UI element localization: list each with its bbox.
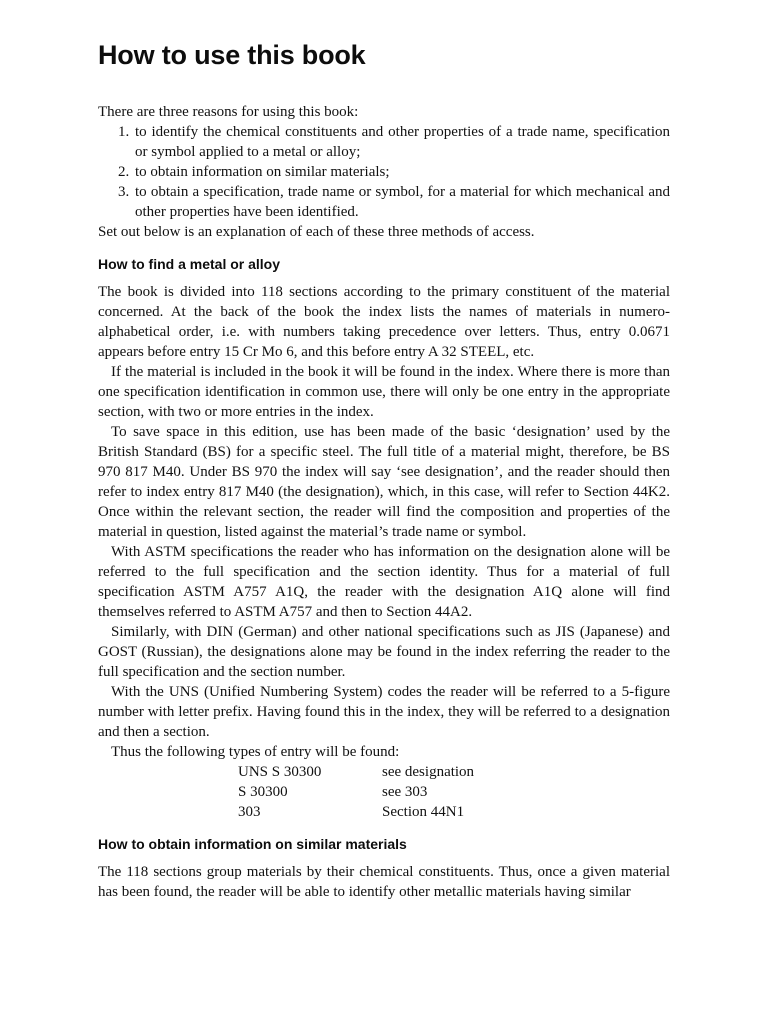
paragraph: With the UNS (Unified Numbering System) codes the reader will be referred to a 5-figure number with letter prefix. Having found this in the index, they will be referred to a designation and then a section. (98, 684, 670, 740)
reason-item: 2. to obtain information on similar materials; (133, 162, 670, 182)
reason-item: 3. to obtain a specification, trade name or symbol, for a material for which mechanical and other properties have been identified. (133, 182, 670, 222)
table-row (238, 802, 474, 822)
paragraph: The book is divided into 118 sections according to the primary constituent of the material concerned. At the back of the book the index lists the names of materials in numero-alphabetical order, i.e. with numbers taking precedence over letters. Thus, entry 0.0671 appears before entry 15 Cr Mo 6, and this before entry A 32 STEEL, etc. (98, 284, 670, 360)
entry-code: 303 (238, 804, 261, 820)
entry-code: UNS S 30300 (238, 764, 322, 780)
paragraph: To save space in this edition, use has been made of the basic ‘designation’ used by the British Standard (BS) for a specific steel. The full title of a material might, therefore, be BS 970 817 M40. Under BS 970 the index will say ‘see designation’, and the reader should then refer to index entry 817 M40 (the designation), which, in this case, will refer to Section 44K2. Once within the relevant section, the reader will find the composition and properties of the material in question, listed against the material’s trade name or symbol. (98, 424, 670, 540)
page-title: How to use this book (98, 40, 366, 70)
entry-target: see designation (382, 764, 475, 780)
paragraph: If the material is included in the book it will be found in the index. Where there is more than one specification identification in common use, there will only be one entry in the appropriate section, with two or more entries in the index. (98, 364, 670, 420)
entry-code: S 30300 (238, 784, 288, 800)
section-heading-similar-materials: How to obtain information on similar materials (98, 836, 407, 852)
table-row (238, 762, 474, 782)
section-heading-find-metal: How to find a metal or alloy (98, 256, 281, 272)
paragraph: Similarly, with DIN (German) and other national specifications such as JIS (Japanese) and GOST (Russian), the designations alone may be found in the index referring the reader to the full specification and the section number. (98, 624, 670, 680)
paragraph: Thus the following types of entry will be found: (111, 744, 400, 760)
paragraph: The 118 sections group materials by their chemical constituents. Thus, once a given material has been found, the reader will be able to identify other metallic materials having similar (98, 864, 670, 900)
paragraph: With ASTM specifications the reader who has information on the designation alone will be referred to the full specification and the section identity. Thus for a material of full specification ASTM A757 A1Q, the reader with the designation A1Q alone will find themselves referred to ASTM A757 and then to Section 44A2. (98, 544, 670, 620)
intro-after-text: Set out below is an explanation of each of these three methods of access. (98, 224, 535, 240)
reason-item: 1. to identify the chemical constituents and other properties of a trade name, specification or symbol applied to a metal or alloy; (133, 122, 670, 162)
table-row (238, 782, 474, 802)
entry-target: see 303 (382, 784, 428, 800)
intro-text: There are three reasons for using this book: (98, 104, 359, 120)
entry-types-table (238, 762, 474, 822)
reasons-list (98, 122, 670, 222)
entry-target: Section 44N1 (382, 804, 465, 820)
